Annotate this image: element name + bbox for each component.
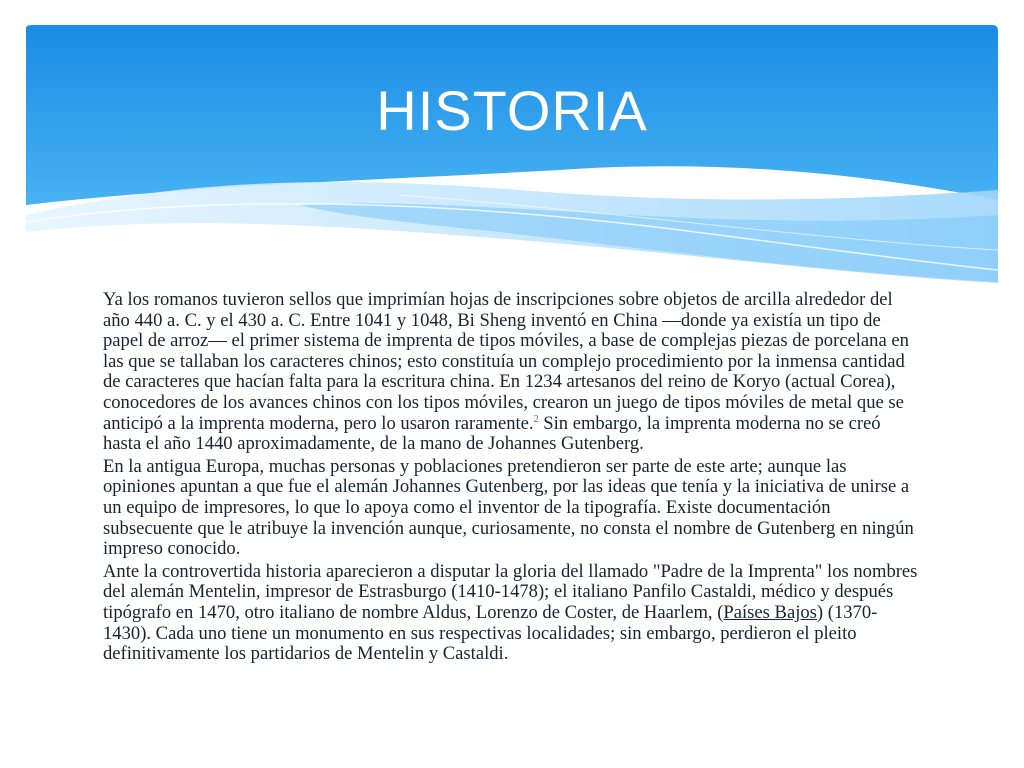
header-wave-background [0,0,1024,300]
paragraph-3 [103,562,918,665]
paragraph-1-text-b: Sin embargo, la imprenta moderna no se creó hasta el año 1440 aproximadamente, de la mano de Johannes Gutenberg. [103,412,881,455]
paises-bajos-link[interactable]: Países Bajos [723,601,817,623]
paragraph-3-text-a: Ante la controvertida historia aparecieron a disputar la gloria del llamado "Padre de la Imprenta" los nombres del alemán Mentelin, impresor de Estrasburgo (1410-1478); el italiano Panfilo Castaldi, médico y después tipógrafo en 1470, otro italiano de nombre Aldus, Lorenzo de Coster, de Haarlem, ( [103,560,918,623]
paragraph-1 [103,290,918,455]
paragraph-2: En la antigua Europa, muchas personas y poblaciones pretendieron ser parte de este arte; aunque las opiniones apuntan a que fue el alemán Johannes Gutenberg, por las ideas que tenía y la iniciativa de unirse a un equipo de impresores, lo que lo apoya como el inventor de la tipografía. Existe documentación subsecuente que le atribuye la invención aunque, curiosamente, no consta el nombre de Gutenberg en ningún impreso conocido. [103,455,914,560]
paragraph-1-text-a: Ya los romanos tuvieron sellos que imprimían hojas de inscripciones sobre objetos de arcilla alrededor del año 440 a. C. y el 430 a. C. Entre 1041 y 1048, Bi Sheng inventó en China —donde ya existía un tipo de papel de arroz— el primer sistema de imprenta de tipos móviles, a base de complejas piezas de porcelana en las que se tallaban los caracteres chinos; esto constituía un complejo procedimiento por la inmensa cantidad de caracteres que hacían falta para la escritura china. En 1234 artesanos del reino de Koryo (actual Corea), conocedores de los avances chinos con los tipos móviles, crearon un juego de tipos móviles de metal que se anticipó a la imprenta moderna, pero lo usaron raramente. [103,289,909,434]
page-title: HISTORIA [376,79,648,142]
paragraph-3-text-b: ) (1370-1430). Cada uno tiene un monumento en sus respectivas localidades; sin embargo, perdieron el pleito definitivamente los partidarios de Mentelin y Castaldi. [103,601,878,665]
footnote-link[interactable]: 2 [533,413,539,425]
body-text [103,290,918,667]
